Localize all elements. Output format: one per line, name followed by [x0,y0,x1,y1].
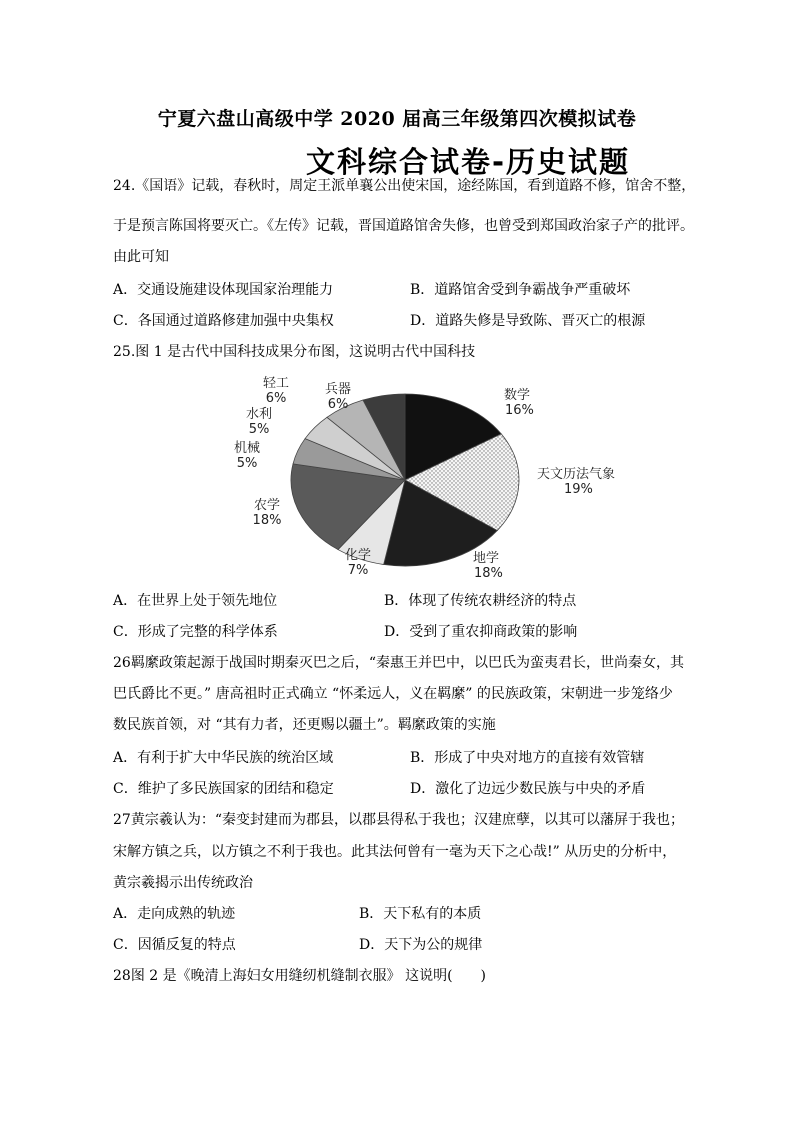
pie-value-5: 18% [252,513,282,528]
pie-label-5: 农学 [253,498,281,513]
question-27-stem-line-2: 宋解方镇之兵，以方镇之不利于我也。此其法何曾有一毫为天下之心哉!” 从历史的分析中， [113,844,677,860]
pie-value-9: 6% [327,397,349,412]
question-24-stem-line-1: 24.《国语》记载，春秋时，周定王派单襄公出使宋国，途经陈国，看到道路不修，馆舍不整， [113,178,696,194]
question-24-option-d: D．道路失修是导致陈、晋灭亡的根源 [410,313,646,329]
question-27-option-c: C．因循反复的特点 [113,937,236,953]
question-27-stem-line-3: 黄宗羲揭示出传统政治 [113,875,253,891]
question-25-option-a: A．在世界上处于领先地位 [113,593,278,609]
question-24-option-a: A．交通设施建设体现国家治理能力 [113,282,334,298]
question-27-option-b: B．天下私有的本质 [359,906,482,922]
pie-label-8: 轻工 [262,376,290,391]
question-25-option-c: C．形成了完整的科学体系 [113,624,278,640]
question-24-option-b: B．道路馆舍受到争霸战争严重破坏 [410,282,631,298]
question-25-stem: 25.图 1 是古代中国科技成果分布图，这说明古代中国科技 [113,344,476,360]
pie-label-3: 地学 [473,551,500,566]
subject-title: 文科综合试卷-历史试题 [306,145,631,179]
pie-label-7: 水利 [245,407,273,422]
question-24-stem-line-3: 由此可知 [113,249,169,265]
pie-label-1: 数学 [504,388,531,403]
question-26-stem-line-3: 数民族首领，对 “其有力者，还更赐以疆土”。羁縻政策的实施 [113,717,496,733]
question-26-option-c: C．维护了多民族国家的团结和稳定 [113,781,334,797]
question-24-option-c: C．各国通过道路修建加强中央集权 [113,313,334,329]
question-26-stem-line-1: 26羁縻政策起源于战国时期秦灭巴之后，“秦惠王并巴中，以巴氏为蛮夷君长，世尚秦女，其 [113,655,684,671]
question-27-option-a: A．走向成熟的轨迹 [113,906,236,922]
science-distribution-pie-chart [215,366,715,586]
question-25-option-d: D．受到了重农抑商政策的影响 [384,624,578,640]
pie-value-2: 19% [564,482,593,497]
question-27-option-d: D．天下为公的规律 [359,937,483,953]
pie-value-7: 5% [248,422,270,437]
question-26-option-b: B．形成了中央对地方的直接有效管辖 [410,750,645,766]
pie-value-1: 16% [505,403,534,418]
pie-label-9: 兵器 [324,382,352,397]
question-24-stem-line-2: 于是预言陈国将要灭亡。《左传》记载，晋国道路馆舍失修，也曾受到郑国政治家子产的批评。 [113,218,694,234]
question-26-stem-line-2: 巴氏爵比不更。” 唐高祖时正式确立 “怀柔远人，义在羁縻” 的民族政策，宋朝进一步笼络少 [113,686,673,702]
pie-value-8: 6% [265,391,287,406]
pie-label-4: 化学 [344,548,372,563]
pie-label-2: 天文历法气象 [537,467,616,482]
pie-label-6: 机械 [233,441,261,456]
question-27-stem-line-1: 27黄宗羲认为：“秦变封建而为郡县，以郡县得私于我也；汉建庶孽，以其可以藩屏于我也； [113,812,684,828]
question-25-option-b: B．体现了传统农耕经济的特点 [384,593,577,609]
question-26-option-a: A．有利于扩大中华民族的统治区域 [113,750,334,766]
pie-value-3: 18% [474,566,503,581]
pie-value-4: 7% [347,563,369,578]
pie-value-6: 5% [236,456,258,471]
question-28-stem: 28图 2 是《晚清上海妇女用缝纫机缝制衣服》 这说明( ) [113,968,486,984]
school-exam-title: 宁夏六盘山高级中学 2020 届高三年级第四次模拟试卷 [157,108,637,130]
question-26-option-d: D．激化了边远少数民族与中央的矛盾 [410,781,646,797]
